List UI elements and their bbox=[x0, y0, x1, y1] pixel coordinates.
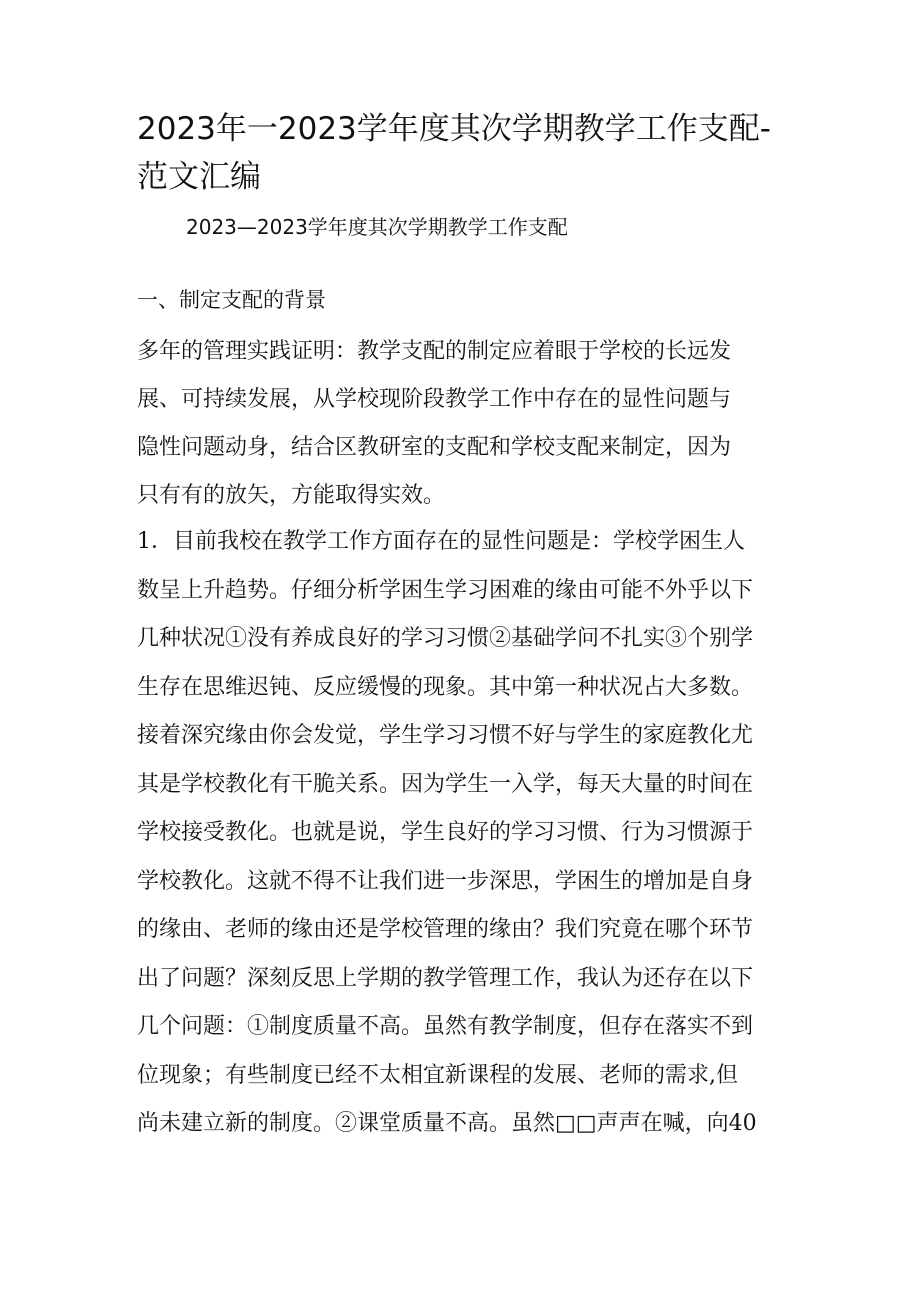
paragraph-2 bbox=[137, 518, 797, 1149]
paragraph-line: 位现象；有些制度已经不太相宜新课程的发展、老师的需求,但 bbox=[137, 1062, 738, 1088]
title-line-2: 范文汇编 bbox=[137, 159, 261, 195]
document-subtitle: 2023—2023学年度其次学期教学工作支配 bbox=[186, 215, 568, 239]
section-heading: 一、制定支配的背景 bbox=[137, 288, 326, 312]
paragraph-line: 接着深究缘由你会发觉，学生学习习惯不好与学生的家庭教化尤 bbox=[137, 723, 754, 748]
paragraph-line: 几种状况①没有养成良好的学习习惯②基础学问不扎实③个别学 bbox=[137, 626, 754, 651]
document-title bbox=[137, 105, 797, 201]
paragraph-line: 其是学校教化有干脆关系。因为学生一入学，每天大量的时间在 bbox=[137, 771, 754, 797]
paragraph-line: 1．目前我校在教学工作方面存在的显性问题是：学校学困生人 bbox=[137, 529, 745, 554]
paragraph-line: 隐性问题动身，结合区教研室的支配和学校支配来制定，因为 bbox=[137, 435, 732, 460]
paragraph-line: 的缘由、老师的缘由还是学校管理的缘由？我们究竟在哪个环节 bbox=[137, 917, 754, 942]
paragraph-line: 学校接受教化。也就是说，学生良好的学习习惯、行为习惯源于 bbox=[137, 820, 754, 845]
paragraph-line: 几个问题：①制度质量不高。虽然有教学制度，但存在落实不到 bbox=[137, 1014, 754, 1039]
paragraph-line: 展、可持续发展，从学校现阶段教学工作中存在的显性问题与 bbox=[137, 387, 732, 412]
paragraph-1 bbox=[137, 328, 797, 520]
paragraph-line: 多年的管理实践证明：教学支配的制定应着眼于学校的长远发 bbox=[137, 339, 732, 364]
paragraph-line: 出了问题？深刻反思上学期的教学管理工作，我认为还存在以下 bbox=[137, 965, 754, 991]
paragraph-line: 学校教化。这就不得不让我们进一步深思，学困生的增加是自身 bbox=[137, 868, 754, 894]
paragraph-line: 尚未建立新的制度。②课堂质量不高。虽然□□声声在喊，向40 bbox=[137, 1111, 757, 1136]
paragraph-line: 生存在思维迟钝、反应缓慢的现象。其中第一种状况占大多数。 bbox=[137, 674, 754, 700]
title-line-1: 2023年一2023学年度其次学期教学工作支配- bbox=[137, 111, 771, 147]
paragraph-line: 数呈上升趋势。仔细分析学困生学习困难的缘由可能不外乎以下 bbox=[137, 577, 754, 603]
paragraph-line: 只有有的放矢，方能取得实效。 bbox=[137, 483, 446, 508]
